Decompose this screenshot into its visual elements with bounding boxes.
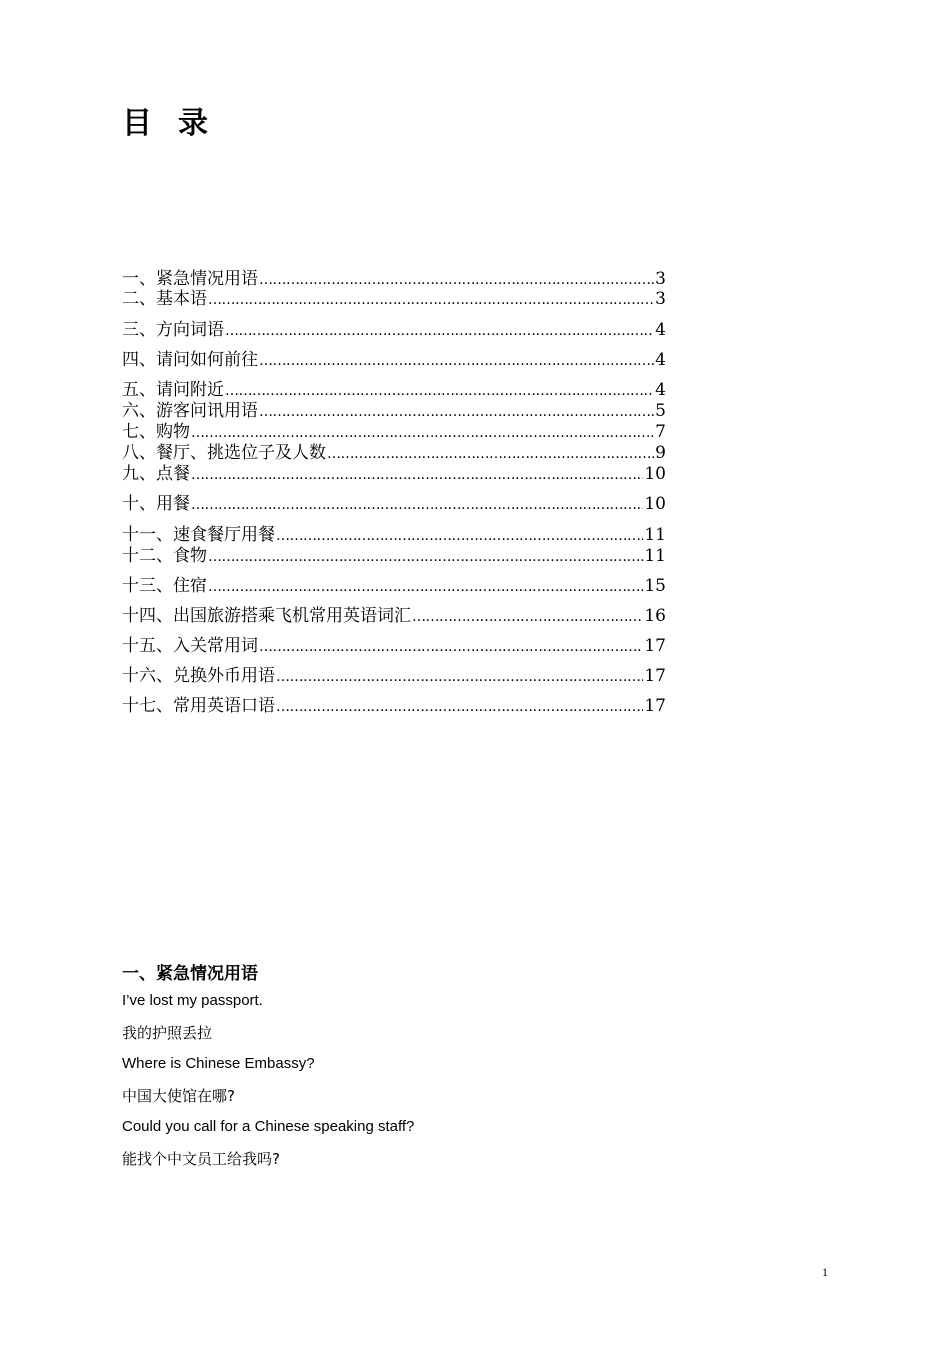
toc-entry[interactable]: [122, 545, 666, 567]
toc-entry-page: 4: [655, 380, 666, 400]
phrase-english: Could you call for a Chinese speaking staff?: [122, 1118, 415, 1135]
toc-entry-page: 17: [644, 666, 666, 686]
toc-entry-label: 十四、出国旅游搭乘飞机常用英语词汇: [122, 606, 411, 626]
toc-entry[interactable]: [122, 665, 666, 687]
toc-dot-leader: [259, 350, 654, 371]
toc-entry-label: 五、请问附近: [122, 380, 224, 400]
toc-entry-label: 一、紧急情况用语: [122, 269, 258, 289]
toc-entry[interactable]: [122, 288, 666, 310]
toc-dot-leader: [225, 380, 654, 401]
toc-dot-leader: [191, 464, 643, 485]
toc-entry-label: 十二、食物: [122, 546, 207, 566]
toc-entry[interactable]: [122, 442, 666, 464]
toc-entry[interactable]: [122, 421, 666, 443]
toc-dot-leader: [276, 696, 643, 717]
toc-entry-page: 11: [644, 546, 666, 566]
phrase-english: Where is Chinese Embassy?: [122, 1055, 315, 1072]
toc-entry[interactable]: [122, 635, 666, 657]
toc-entry-page: 15: [644, 576, 666, 596]
toc-entry[interactable]: [122, 695, 666, 717]
toc-entry-label: 十、用餐: [122, 494, 190, 514]
toc-entry-page: 7: [655, 422, 666, 442]
toc-entry-label: 十七、常用英语口语: [122, 696, 275, 716]
toc-entry-label: 十一、速食餐厅用餐: [122, 525, 275, 545]
page-number: 1: [822, 1265, 828, 1279]
toc-entry[interactable]: [122, 379, 666, 401]
toc-dot-leader: [208, 546, 643, 567]
toc-entry[interactable]: [122, 268, 666, 290]
toc-entry-label: 十五、入关常用词: [122, 636, 258, 656]
toc-entry-label: 十六、兑换外币用语: [122, 666, 275, 686]
toc-entry-label: 十三、住宿: [122, 576, 207, 596]
toc-entry-label: 八、餐厅、挑选位子及人数: [122, 443, 326, 463]
toc-entry[interactable]: [122, 493, 666, 515]
toc-entry-page: 3: [655, 289, 666, 309]
toc-entry-label: 七、购物: [122, 422, 190, 442]
toc-entry[interactable]: [122, 605, 666, 627]
phrase-chinese: 中国大使馆在哪?: [122, 1087, 235, 1105]
toc-dot-leader: [412, 606, 643, 627]
toc-entry-page: 17: [644, 696, 666, 716]
toc-entry-label: 三、方向词语: [122, 320, 224, 340]
toc-dot-leader: [191, 422, 654, 443]
toc-entry-page: 4: [655, 350, 666, 370]
toc-entry-page: 17: [644, 636, 666, 656]
toc-entry-page: 11: [644, 525, 666, 545]
toc-entry[interactable]: [122, 349, 666, 371]
toc-entry-page: 3: [655, 269, 666, 289]
phrase-chinese: 能找个中文员工给我吗?: [122, 1150, 280, 1168]
toc-entry[interactable]: [122, 575, 666, 597]
toc-entry-label: 四、请问如何前往: [122, 350, 258, 370]
phrase-english: I’ve lost my passport.: [122, 992, 263, 1009]
toc-dot-leader: [191, 494, 643, 515]
toc-entry[interactable]: [122, 400, 666, 422]
toc-entry-label: 二、基本语: [122, 289, 207, 309]
toc-entry-page: 4: [655, 320, 666, 340]
toc-entry[interactable]: [122, 319, 666, 341]
toc-entry-page: 10: [644, 464, 666, 484]
toc-entry-label: 六、游客问讯用语: [122, 401, 258, 421]
toc-dot-leader: [276, 666, 643, 687]
toc-entry[interactable]: [122, 463, 666, 485]
toc-dot-leader: [208, 289, 654, 310]
toc-entry-page: 10: [644, 494, 666, 514]
toc-dot-leader: [259, 269, 654, 290]
toc-entry[interactable]: [122, 524, 666, 546]
toc-dot-leader: [259, 636, 643, 657]
toc-entry-label: 九、点餐: [122, 464, 190, 484]
section-heading: 一、紧急情况用语: [122, 964, 258, 984]
toc-dot-leader: [225, 320, 654, 341]
toc-entry-page: 9: [655, 443, 666, 463]
toc-dot-leader: [259, 401, 654, 422]
toc-dot-leader: [276, 525, 643, 546]
toc-title: 目录: [122, 106, 234, 141]
toc-dot-leader: [327, 443, 654, 464]
toc-entry-page: 5: [655, 401, 666, 421]
phrase-chinese: 我的护照丢拉: [122, 1024, 213, 1042]
toc-dot-leader: [208, 576, 643, 597]
toc-entry-page: 16: [644, 606, 666, 626]
